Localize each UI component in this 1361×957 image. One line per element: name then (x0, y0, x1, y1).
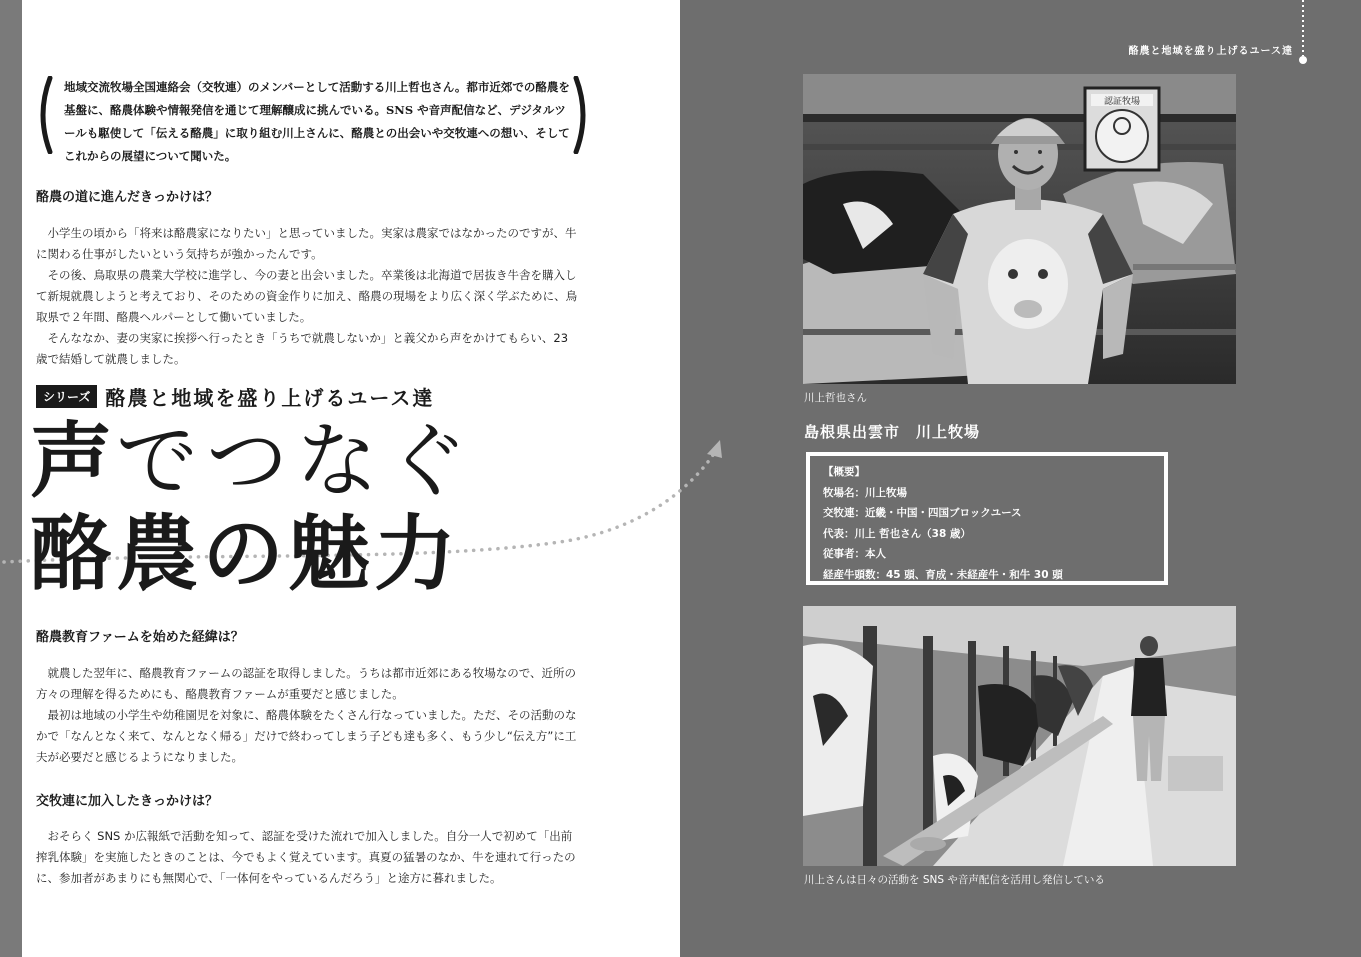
barn-illustration (803, 606, 1236, 866)
section1-body (36, 223, 580, 370)
portrait-caption: 川上哲也さん (804, 392, 867, 404)
barn-photo (803, 606, 1236, 866)
title-line2-text: 酪農の魅力 (30, 507, 461, 602)
main-title-line1 (30, 414, 477, 509)
page-gutter-left (0, 0, 22, 957)
portrait-illustration (803, 74, 1236, 384)
close-bracket-icon (572, 76, 590, 154)
section2-body (36, 663, 580, 768)
series-badge: シリーズ (36, 385, 97, 408)
section1-heading: 酪農の道に進んだきっかけは？ (36, 190, 219, 205)
running-head-dotted-line (1298, 0, 1308, 66)
overview-row: 代表：川上 哲也さん（38 歳） (823, 527, 971, 540)
farm-name: 島根県出雲市 川上牧場 (804, 423, 981, 441)
sign-label: 認証牧場 (1103, 97, 1141, 107)
paragraph: 就農した翌年に、酪農教育ファームの認証を取得しました。うちは都市近郊にある牧場なので、近所の方々の理解を得るためにも、酪農教育ファームが重要だと感じました。 (36, 666, 577, 701)
section2-heading: 酪農教育ファームを始めた経緯は？ (36, 630, 244, 645)
overview-row: 経産牛頭数：45 頭、育成・未経産牛・和牛 30 頭 (823, 568, 1063, 581)
title-heavy-char: 声 (30, 414, 117, 509)
series-header (36, 383, 434, 409)
series-title: 酪農と地域を盛り上げるユース達 (105, 385, 435, 410)
section3-heading: 交牧連に加入したきっかけは？ (36, 794, 219, 809)
portrait-photo (803, 74, 1236, 384)
paragraph: おそらく SNS か広報紙で活動を知って、認証を受けた流れで加入しました。自分一人で初めて「出前搾乳体験」を実施したときのことは、今でもよく覚えています。真夏の猛暑のなか、牛を連れて行ったのに、参加者があまりにも無関心で、「一体何をやっているんだろう」と途方に暮れました。 (36, 829, 576, 885)
section3-body (36, 826, 580, 889)
paragraph: そんななか、妻の実家に挨拶へ行ったとき「うちで就農しないか」と義父から声をかけてもらい、23 歳で結婚して就農しました。 (36, 331, 569, 366)
overview-box (806, 452, 1168, 585)
overview-title: 【概要】 (823, 466, 865, 478)
open-bracket-icon (36, 76, 54, 154)
barn-caption: 川上さんは日々の活動を SNS や音声配信を活用し発信している (804, 874, 1105, 886)
paragraph: 最初は地域の小学生や幼稚園児を対象に、酪農体験をたくさん行なっていました。ただ、その活動のなかで「なんとなく来て、なんとなく帰る」だけで終わってしまう子ども達も多く、もう少し“伝え方”に工夫が必要だと感じるようになりました。 (36, 708, 577, 764)
title-light-text: でつなぐ (116, 414, 477, 509)
running-head: 酪農と地域を盛り上げるユース達 (1128, 46, 1293, 57)
paragraph: その後、鳥取県の農業大学校に進学し、今の妻と出会いました。卒業後は北海道で居抜き牛舎を購入して新規就農しようと考えており、そのための資金作りに加え、酪農の現場をより広く深く学ぶために、鳥取県で２年間、酪農ヘルパーとして働いていました。 (36, 268, 578, 324)
overview-row: 従事者：本人 (823, 548, 886, 560)
overview-row: 交牧連：近畿・中国・四国ブロックユース (823, 507, 1022, 519)
paragraph: 小学生の頃から「将来は酪農家になりたい」と思っていました。実家は農家ではなかったのですが、牛に関わる仕事がしたいという気持ちが強かったんです。 (36, 226, 577, 261)
lead-text: 地域交流牧場全国連絡会（交牧連）のメンバーとして活動する川上哲也さん。都市近郊での酪農を基盤に、酪農体験や情報発信を通じて理解醸成に挑んでいる。SNS や音声配信など、デジタルツールも駆使して「伝える酪農」に取り組む川上さんに、酪農との出会いや交牧連への想い、そしてこれからの展望について聞いた。 (64, 80, 570, 163)
main-title-line2 (30, 507, 461, 602)
overview-row: 牧場名：川上牧場 (823, 486, 907, 499)
lead-block (36, 76, 584, 163)
